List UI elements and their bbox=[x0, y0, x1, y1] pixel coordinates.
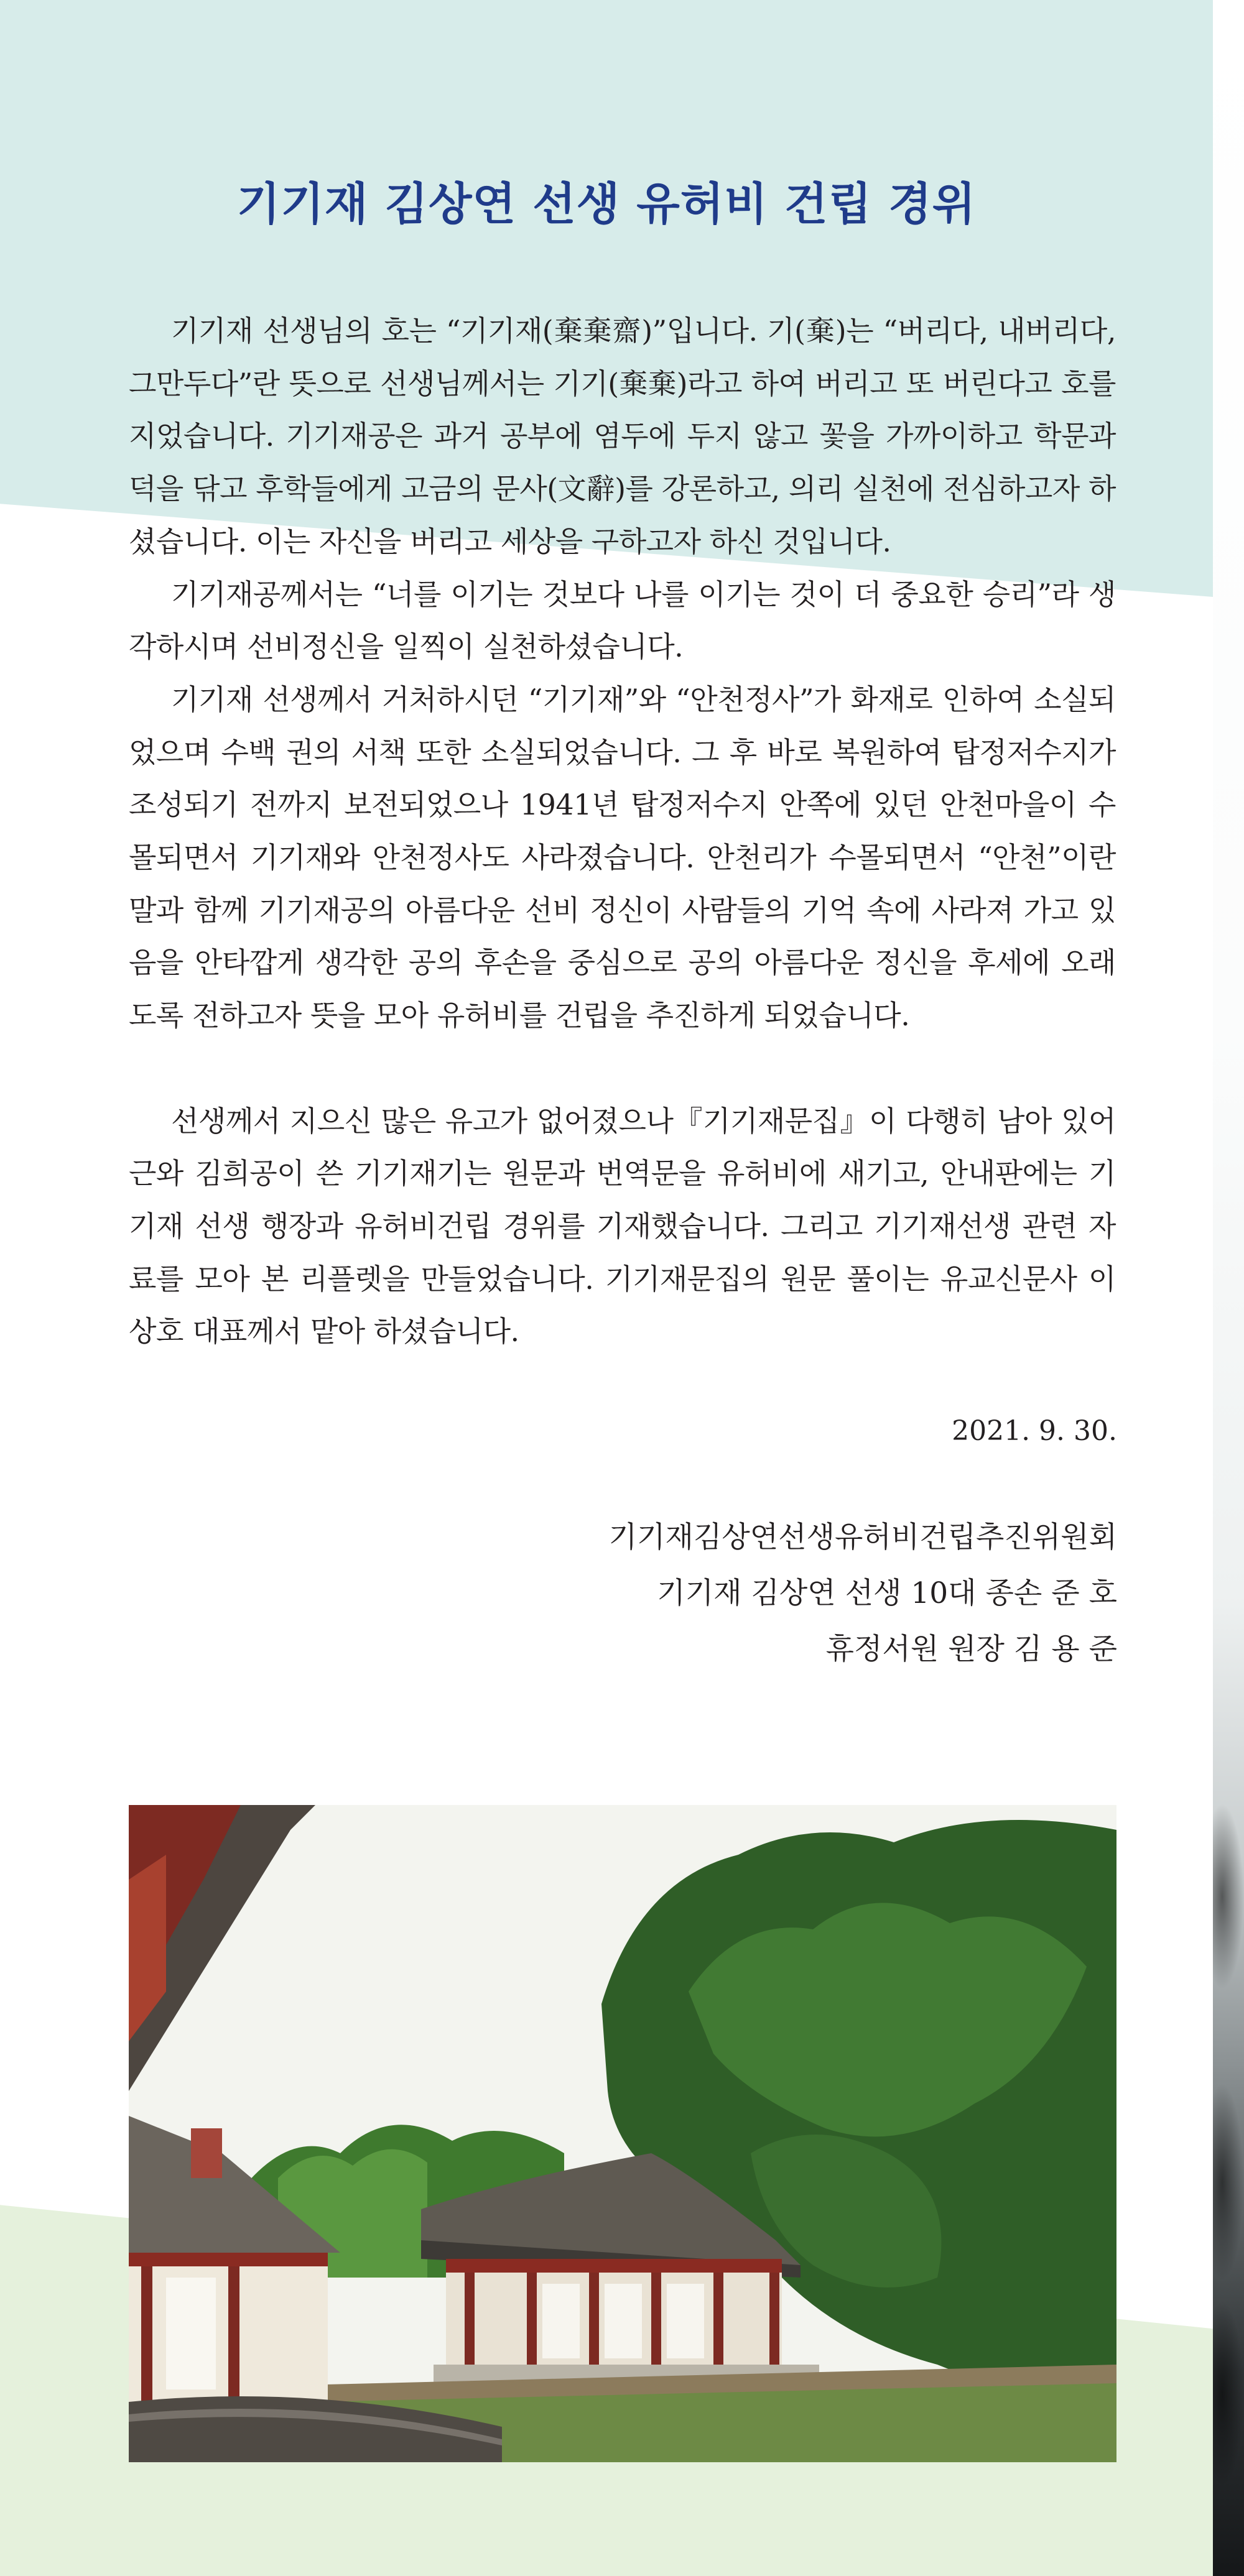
hanok-photo bbox=[129, 1805, 1116, 2462]
paragraph-munjip: 선생께서 지으신 많은 유고가 없어졌으나『기기재문집』이 다행히 남아 있어 근와 김희공이 쓴 기기재기는 원문과 번역문을 유허비에 새기고, 안내판에는 기기재 선생 행장과 유허비건립 경위를 기재했습니다. 그리고 기기재선생 관련 자료를 모아 본 리플렛을 만들었습니다. 기기재문집의 원문 풀이는 유교신문사 이상호 대표께서 맡아 하셨습니다. bbox=[129, 1104, 1116, 1349]
paragraph-ho-meaning: 기기재 선생님의 호는 “기기재(棄棄齋)”입니다. 기(棄)는 “버리다, 내버리다, 그만두다”란 뜻으로 선생님께서는 기기(棄棄)라고 하여 버리고 또 버린다고 호를 지었습니다. 기기재공은 과거 공부에 염두에 두지 않고 꽃을 가까이하고 학문과 덕을 닦고 후학들에게 고금의 문사(文辭)를 강론하고, 의리 실천에 전심하고자 하셨습니다. 이는 자신을 버리고 세상을 구하고자 하신 것입니다. bbox=[129, 314, 1116, 558]
signature-committee: 기기재김상연선생유허비건립추진위원회 bbox=[608, 1520, 1117, 1554]
paragraph-seonbi-spirit: 기기재공께서는 “너를 이기는 것보다 나를 이기는 것이 더 중요한 승리”라 생각하시며 선비정신을 일찍이 실천하셨습니다. bbox=[129, 577, 1116, 664]
page-title: 기기재 김상연 선생 유허비 건립 경위 bbox=[236, 178, 977, 230]
paragraph-history: 기기재 선생께서 거처하시던 “기기재”와 “안천정사”가 화재로 인하여 소실되었으며 수백 권의 서책 또한 소실되었습니다. 그 후 바로 복원하여 탑정저수지가 조성되기 전까지 보전되었으나 1941년 탑정저수지 안쪽에 있던 안천마을이 수몰되면서 기기재와 안천정사도 사라졌습니다. 안천리가 수몰되면서 “안천”이란 말과 함께 기기재공의 아름다운 선비 정신이 사람들의 기억 속에 사라져 가고 있음을 안타깝게 생각한 공의 후손을 중심으로 공의 아름다운 정신을 후세에 오래도록 전하고자 뜻을 모아 유허비를 건립을 추진하게 되었습니다. bbox=[129, 682, 1116, 1033]
signature-seowon-head: 휴정서원 원장 김 용 준 bbox=[825, 1632, 1117, 1666]
signature-block bbox=[609, 1510, 1117, 1678]
signature-descendant: 기기재 김상연 선생 10대 종손 준 호 bbox=[657, 1576, 1117, 1610]
date: 2021. 9. 30. bbox=[952, 1415, 1117, 1447]
body-text bbox=[129, 305, 1116, 1358]
side-landscape-strip bbox=[1213, 0, 1244, 2576]
